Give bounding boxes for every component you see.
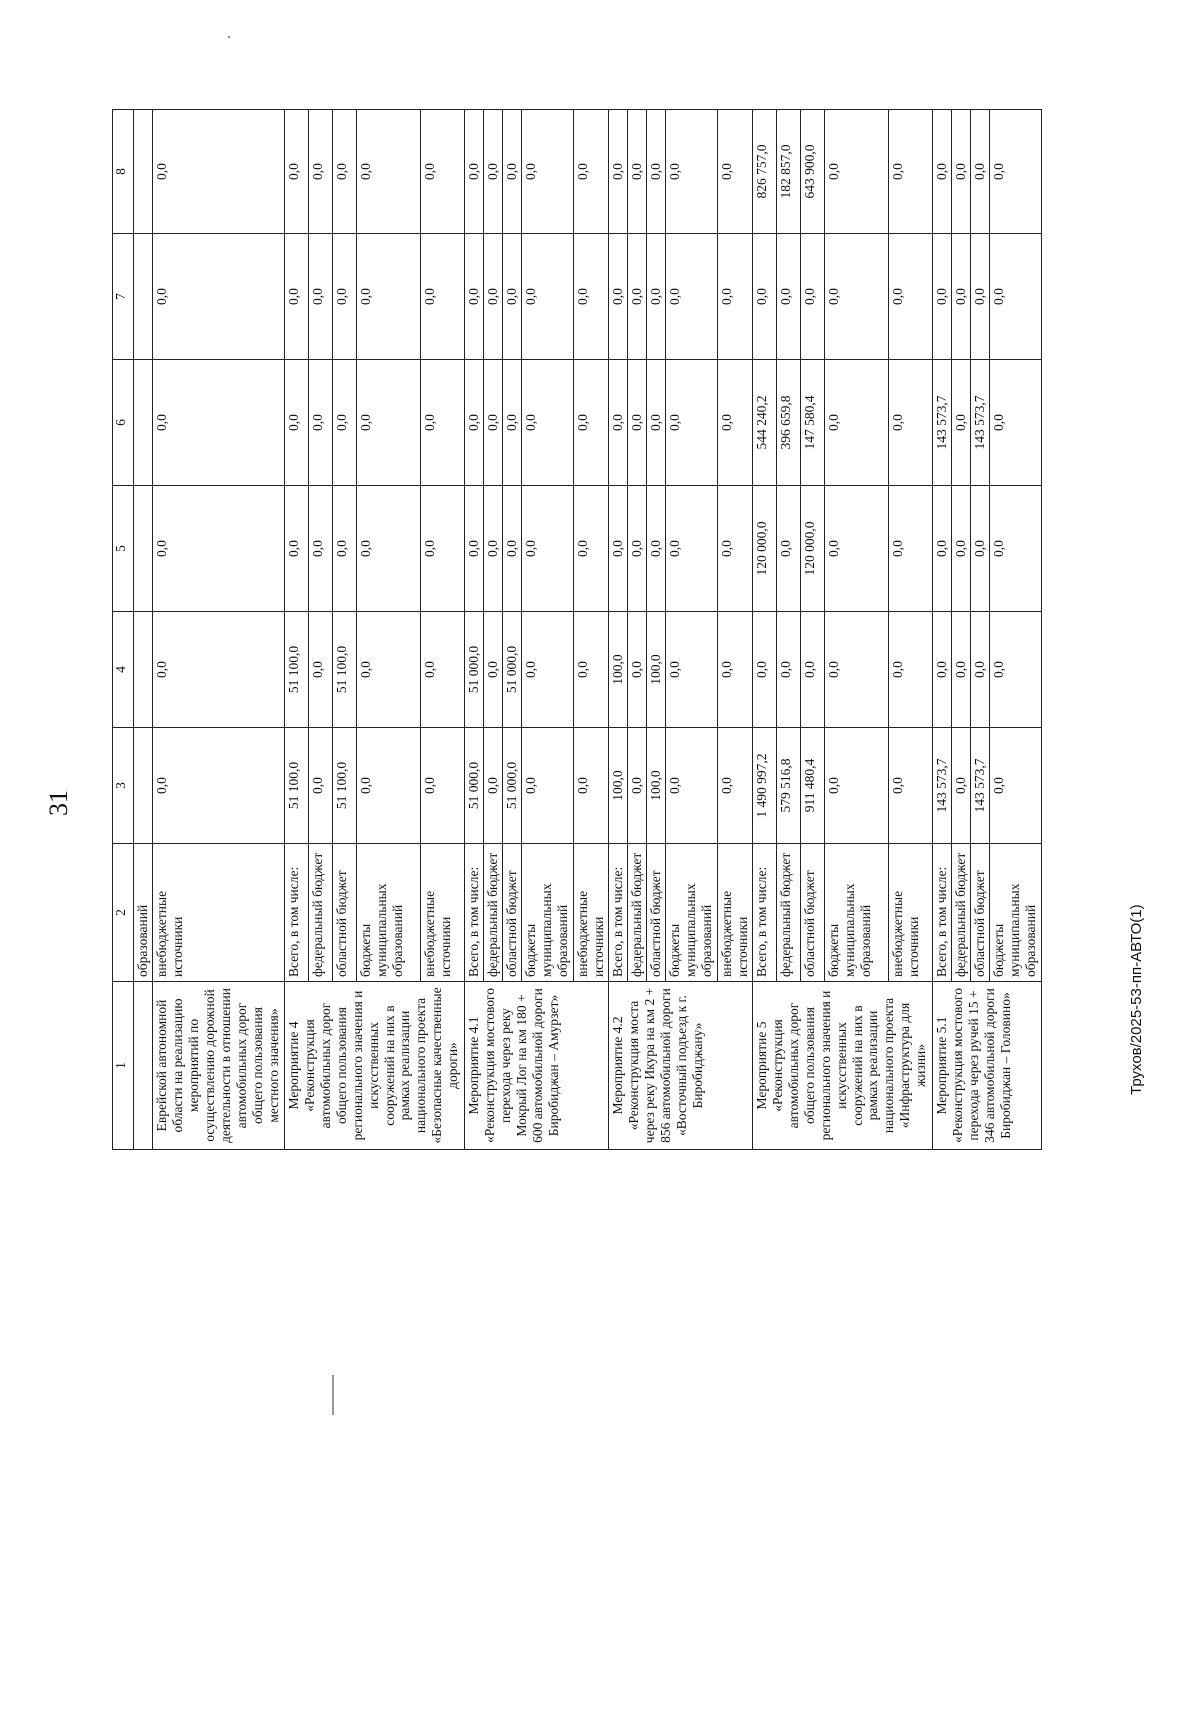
amount-cell: 0,0	[484, 110, 503, 234]
amount-cell: 0,0	[421, 110, 465, 234]
funding-source-cell: внебюджетные источники	[717, 844, 752, 982]
amount-cell: 0,0	[484, 360, 503, 486]
funding-source-cell: областной бюджет	[971, 844, 990, 982]
amount-cell: 0,0	[465, 110, 484, 234]
funding-table	[112, 109, 1042, 1150]
amount-cell: 0,0	[308, 234, 332, 360]
amount-cell: 0,0	[647, 234, 666, 360]
amount-cell: 0,0	[573, 360, 608, 486]
funding-source-cell: внебюджетные источники	[421, 844, 465, 982]
funding-source-cell: Всего, в том числе:	[465, 844, 484, 982]
amount-cell: 0,0	[666, 486, 717, 612]
amount-cell: 120 000,0	[800, 486, 824, 612]
amount-cell: 0,0	[284, 234, 308, 360]
amount-cell: 396 659,8	[776, 360, 800, 486]
amount-cell: 182 857,0	[776, 110, 800, 234]
column-header: 1	[113, 982, 134, 1150]
amount-cell: 0,0	[952, 612, 971, 728]
amount-cell: 0,0	[752, 234, 776, 360]
amount-cell: 0,0	[153, 110, 285, 234]
amount-cell	[134, 486, 153, 612]
event-name-cell: Мероприятие 4.2 «Реконструкция моста через реку Икура на км 2 + 856 автомобильной дороги «Восточный подъезд к г. Биробиджану»	[609, 982, 753, 1150]
amount-cell: 0,0	[800, 612, 824, 728]
column-header: 8	[113, 110, 134, 234]
amount-cell: 0,0	[573, 486, 608, 612]
event-name-cell: Мероприятие 5 «Реконструкция автомобильных дорог общего пользования регионального значения и искусственных сооружений на них в рамках реализации национального проекта «Инфраструктура для жизни»	[752, 982, 932, 1150]
amount-cell: 0,0	[356, 110, 420, 234]
amount-cell: 0,0	[628, 110, 647, 234]
amount-cell: 0,0	[800, 234, 824, 360]
amount-cell: 0,0	[308, 110, 332, 234]
amount-cell: 0,0	[717, 360, 752, 486]
amount-cell: 0,0	[421, 486, 465, 612]
amount-cell	[134, 234, 153, 360]
event-name-cell	[134, 982, 153, 1150]
amount-cell: 0,0	[421, 360, 465, 486]
amount-cell: 0,0	[971, 612, 990, 728]
amount-cell: 0,0	[824, 360, 888, 486]
funding-source-cell: внебюджетные источники	[573, 844, 608, 982]
amount-cell: 0,0	[933, 486, 952, 612]
margin-mark	[332, 1375, 334, 1415]
funding-source-cell: образований	[134, 844, 153, 982]
table-row	[284, 110, 308, 1150]
amount-cell: 51 100,0	[284, 728, 308, 844]
document-code: Трухов/2025-53-пп-АВТО(1)	[1128, 904, 1145, 1095]
amount-cell: 0,0	[609, 110, 628, 234]
amount-cell: 0,0	[484, 234, 503, 360]
amount-cell: 0,0	[332, 486, 356, 612]
amount-cell: 0,0	[332, 110, 356, 234]
amount-cell: 0,0	[356, 486, 420, 612]
amount-cell: 51 000,0	[465, 612, 484, 728]
table-row	[609, 110, 628, 1150]
amount-cell: 51 000,0	[465, 728, 484, 844]
amount-cell: 100,0	[647, 728, 666, 844]
amount-cell: 51 000,0	[503, 612, 522, 728]
amount-cell	[134, 728, 153, 844]
amount-cell: 0,0	[824, 486, 888, 612]
funding-source-cell: Всего, в том числе:	[609, 844, 628, 982]
event-name-cell: Мероприятие 4.1 «Реконструкция мостового перехода через реку Мокрый Лог на км 180 + 600 автомобильной дороги Биробиджан – Амурзет»	[465, 982, 609, 1150]
amount-cell: 643 900,0	[800, 110, 824, 234]
amount-cell: 51 000,0	[503, 728, 522, 844]
amount-cell: 0,0	[971, 486, 990, 612]
amount-cell: 0,0	[356, 612, 420, 728]
event-name-cell: Еврейской автономной области на реализацию мероприятий по осуществлению дорожной деятельности в отношении автомобильных дорог общего пользования местного значения»	[153, 982, 285, 1150]
amount-cell: 0,0	[776, 612, 800, 728]
amount-cell: 143 573,7	[971, 728, 990, 844]
amount-cell: 0,0	[308, 728, 332, 844]
funding-source-cell: областной бюджет	[332, 844, 356, 982]
amount-cell: 0,0	[153, 728, 285, 844]
amount-cell: 0,0	[503, 486, 522, 612]
column-header: 6	[113, 360, 134, 486]
amount-cell: 0,0	[952, 728, 971, 844]
funding-source-cell: областной бюджет	[503, 844, 522, 982]
funding-source-cell: Всего, в том числе:	[284, 844, 308, 982]
amount-cell: 0,0	[153, 486, 285, 612]
amount-cell: 0,0	[284, 486, 308, 612]
amount-cell: 143 573,7	[933, 360, 952, 486]
amount-cell: 0,0	[990, 110, 1042, 234]
funding-source-cell: федеральный бюджет	[308, 844, 332, 982]
amount-cell: 120 000,0	[752, 486, 776, 612]
amount-cell: 0,0	[153, 612, 285, 728]
amount-cell: 0,0	[421, 728, 465, 844]
amount-cell: 0,0	[889, 234, 933, 360]
amount-cell: 0,0	[153, 360, 285, 486]
amount-cell: 0,0	[356, 728, 420, 844]
amount-cell: 0,0	[522, 234, 573, 360]
amount-cell: 0,0	[666, 360, 717, 486]
funding-source-cell: бюджеты муниципальных образований	[522, 844, 573, 982]
amount-cell: 0,0	[889, 360, 933, 486]
amount-cell	[134, 612, 153, 728]
amount-cell: 0,0	[717, 728, 752, 844]
amount-cell: 0,0	[522, 612, 573, 728]
amount-cell: 0,0	[421, 234, 465, 360]
amount-cell: 0,0	[609, 486, 628, 612]
funding-source-cell: бюджеты муниципальных образований	[990, 844, 1042, 982]
amount-cell: 143 573,7	[971, 360, 990, 486]
amount-cell: 0,0	[647, 360, 666, 486]
amount-cell: 911 480,4	[800, 728, 824, 844]
amount-cell: 0,0	[666, 612, 717, 728]
amount-cell: 100,0	[647, 612, 666, 728]
amount-cell: 0,0	[465, 486, 484, 612]
amount-cell: 0,0	[990, 612, 1042, 728]
amount-cell: 0,0	[717, 234, 752, 360]
table-header-row	[113, 110, 134, 1150]
funding-source-cell: федеральный бюджет	[776, 844, 800, 982]
amount-cell: 51 100,0	[332, 612, 356, 728]
amount-cell: 0,0	[824, 110, 888, 234]
amount-cell: 0,0	[990, 360, 1042, 486]
amount-cell: 0,0	[332, 234, 356, 360]
amount-cell: 0,0	[824, 234, 888, 360]
funding-source-cell: бюджеты муниципальных образований	[666, 844, 717, 982]
funding-source-cell: внебюджетные источники	[889, 844, 933, 982]
amount-cell: 0,0	[647, 486, 666, 612]
table-row	[465, 110, 484, 1150]
amount-cell: 0,0	[573, 728, 608, 844]
amount-cell: 0,0	[971, 110, 990, 234]
amount-cell: 0,0	[465, 360, 484, 486]
amount-cell: 0,0	[284, 360, 308, 486]
amount-cell: 0,0	[628, 728, 647, 844]
amount-cell: 0,0	[573, 110, 608, 234]
amount-cell: 0,0	[308, 486, 332, 612]
amount-cell: 100,0	[609, 612, 628, 728]
amount-cell: 0,0	[308, 360, 332, 486]
amount-cell: 51 100,0	[332, 728, 356, 844]
amount-cell: 0,0	[824, 728, 888, 844]
amount-cell: 0,0	[465, 234, 484, 360]
amount-cell: 579 516,8	[776, 728, 800, 844]
amount-cell: 0,0	[484, 612, 503, 728]
amount-cell: 0,0	[952, 360, 971, 486]
table-row	[153, 110, 285, 1150]
column-header: 4	[113, 612, 134, 728]
funding-source-cell: федеральный бюджет	[628, 844, 647, 982]
amount-cell: 0,0	[503, 110, 522, 234]
amount-cell: 0,0	[666, 728, 717, 844]
amount-cell: 0,0	[522, 486, 573, 612]
funding-source-cell: областной бюджет	[800, 844, 824, 982]
amount-cell: 0,0	[666, 234, 717, 360]
amount-cell: 0,0	[609, 234, 628, 360]
amount-cell: 0,0	[628, 234, 647, 360]
table-row	[752, 110, 776, 1150]
funding-source-cell: федеральный бюджет	[484, 844, 503, 982]
amount-cell	[134, 360, 153, 486]
amount-cell: 0,0	[573, 234, 608, 360]
column-header: 5	[113, 486, 134, 612]
amount-cell: 0,0	[933, 612, 952, 728]
amount-cell: 100,0	[609, 728, 628, 844]
amount-cell: 0,0	[776, 486, 800, 612]
amount-cell: 0,0	[717, 110, 752, 234]
amount-cell: 0,0	[889, 728, 933, 844]
amount-cell: 0,0	[522, 110, 573, 234]
amount-cell: 0,0	[628, 486, 647, 612]
amount-cell: 0,0	[717, 612, 752, 728]
amount-cell: 0,0	[356, 360, 420, 486]
amount-cell: 0,0	[503, 234, 522, 360]
amount-cell: 0,0	[776, 234, 800, 360]
amount-cell: 0,0	[990, 234, 1042, 360]
amount-cell: 0,0	[628, 360, 647, 486]
amount-cell: 0,0	[889, 612, 933, 728]
scan-speck	[228, 36, 230, 38]
funding-table-container	[112, 110, 1042, 1150]
amount-cell: 0,0	[952, 110, 971, 234]
amount-cell: 0,0	[522, 728, 573, 844]
amount-cell: 0,0	[752, 612, 776, 728]
amount-cell: 143 573,7	[933, 728, 952, 844]
amount-cell: 0,0	[609, 360, 628, 486]
page-number: 31	[44, 790, 73, 816]
amount-cell: 0,0	[990, 728, 1042, 844]
amount-cell: 1 490 997,2	[752, 728, 776, 844]
amount-cell: 51 100,0	[284, 612, 308, 728]
amount-cell: 0,0	[933, 234, 952, 360]
amount-cell: 0,0	[153, 234, 285, 360]
funding-source-cell: федеральный бюджет	[952, 844, 971, 982]
amount-cell: 0,0	[889, 110, 933, 234]
funding-source-cell: Всего, в том числе:	[752, 844, 776, 982]
table-row	[134, 110, 153, 1150]
amount-cell: 544 240,2	[752, 360, 776, 486]
amount-cell: 0,0	[573, 612, 608, 728]
funding-source-cell: Всего, в том числе:	[933, 844, 952, 982]
amount-cell: 0,0	[971, 234, 990, 360]
column-header: 3	[113, 728, 134, 844]
amount-cell: 0,0	[990, 486, 1042, 612]
column-header: 2	[113, 844, 134, 982]
funding-source-cell: внебюджетные источники	[153, 844, 285, 982]
funding-source-cell: бюджеты муниципальных образований	[824, 844, 888, 982]
funding-source-cell: областной бюджет	[647, 844, 666, 982]
funding-source-cell: бюджеты муниципальных образований	[356, 844, 420, 982]
amount-cell: 0,0	[332, 360, 356, 486]
amount-cell: 0,0	[824, 612, 888, 728]
amount-cell: 0,0	[952, 486, 971, 612]
amount-cell: 0,0	[952, 234, 971, 360]
amount-cell: 0,0	[666, 110, 717, 234]
amount-cell: 0,0	[628, 612, 647, 728]
amount-cell	[134, 110, 153, 234]
amount-cell: 0,0	[284, 110, 308, 234]
amount-cell: 826 757,0	[752, 110, 776, 234]
amount-cell: 0,0	[308, 612, 332, 728]
amount-cell: 0,0	[503, 360, 522, 486]
amount-cell: 147 580,4	[800, 360, 824, 486]
event-name-cell: Мероприятие 5.1 «Реконструкция мостового перехода через ручей 15 + 346 автомобильной дороги Биробиджан – Головино»	[933, 982, 1042, 1150]
table-row	[933, 110, 952, 1150]
amount-cell: 0,0	[356, 234, 420, 360]
amount-cell: 0,0	[421, 612, 465, 728]
amount-cell: 0,0	[522, 360, 573, 486]
event-name-cell: Мероприятие 4 «Реконструкция автомобильных дорог общего пользования регионального значения и искусственных сооружений на них в рамках реализации национального проекта «Безопасные качественные дороги»	[284, 982, 464, 1150]
amount-cell: 0,0	[647, 110, 666, 234]
amount-cell: 0,0	[889, 486, 933, 612]
amount-cell: 0,0	[933, 110, 952, 234]
amount-cell: 0,0	[484, 728, 503, 844]
amount-cell: 0,0	[484, 486, 503, 612]
column-header: 7	[113, 234, 134, 360]
amount-cell: 0,0	[717, 486, 752, 612]
